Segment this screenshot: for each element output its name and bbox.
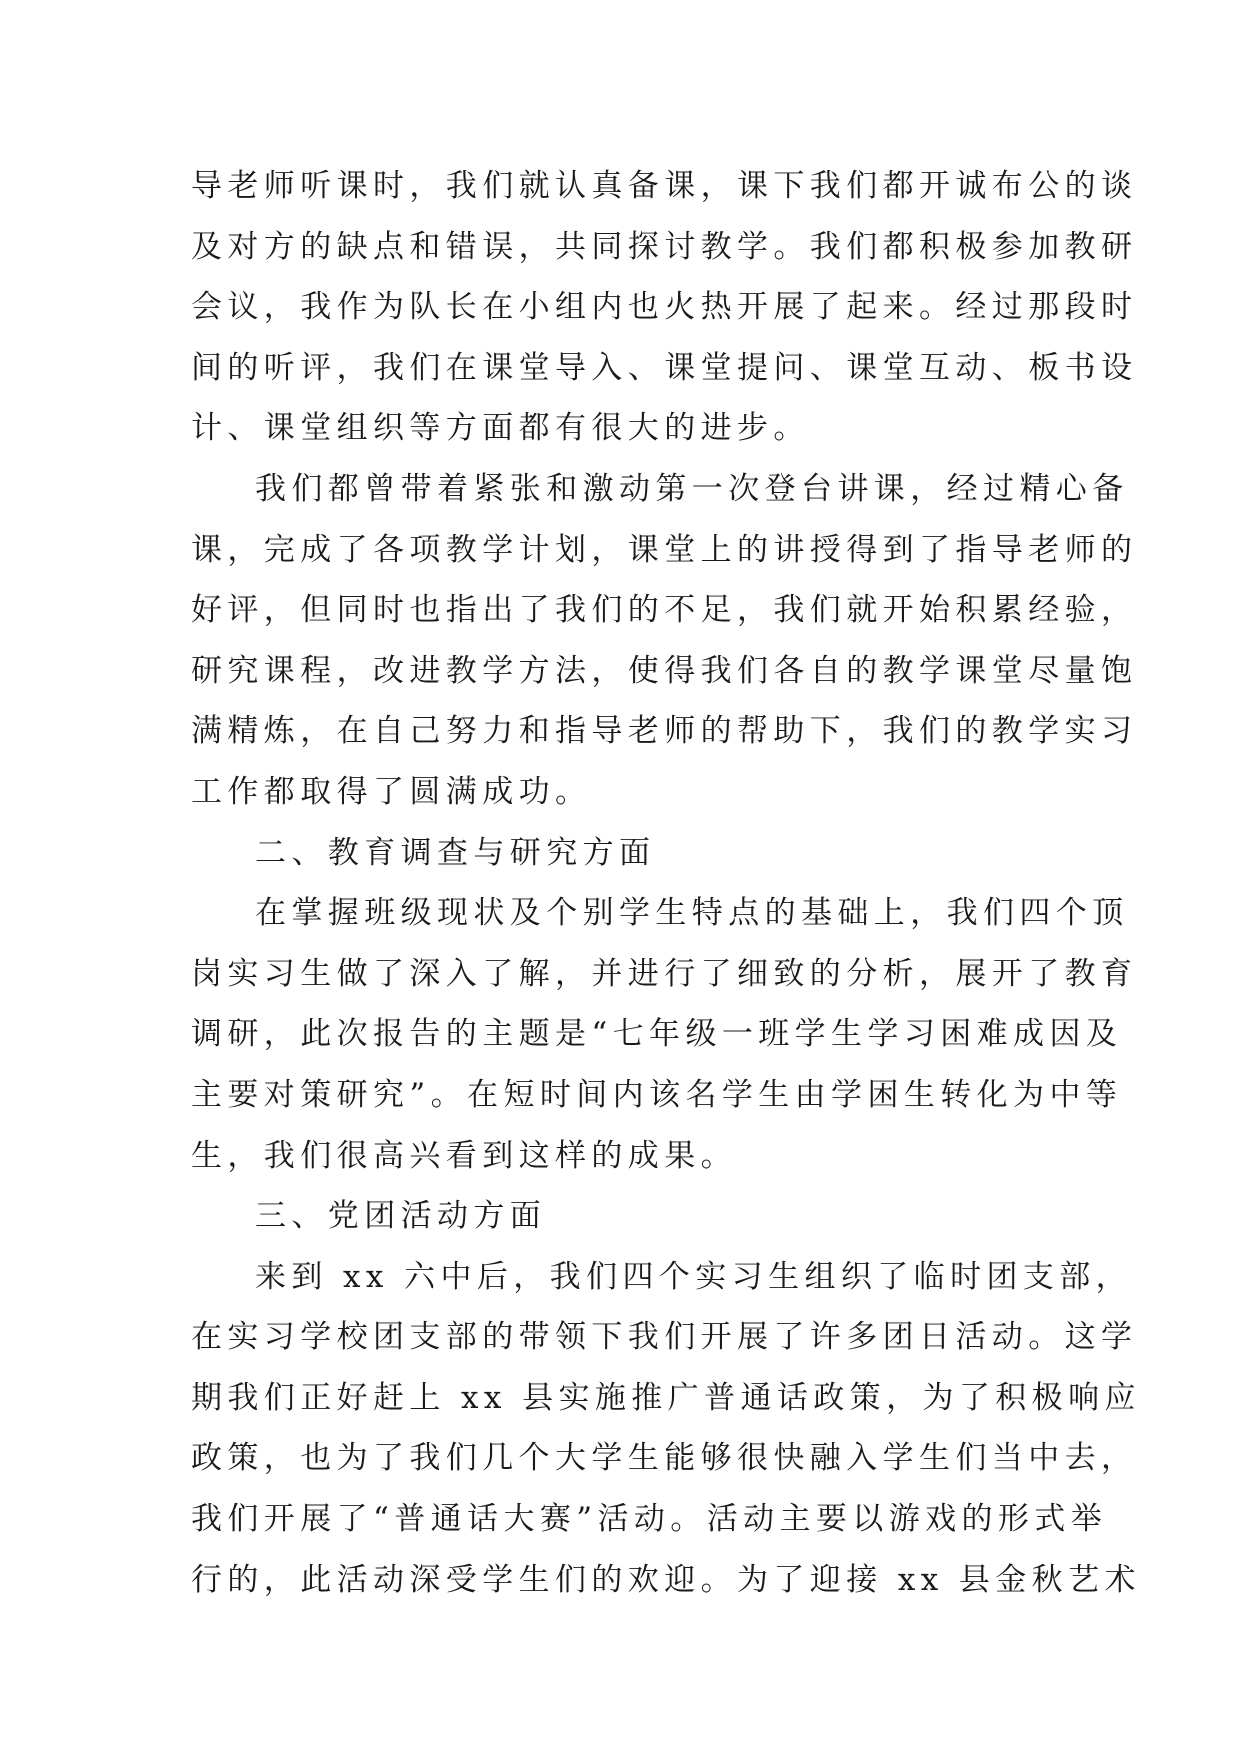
section-heading: 三、党团活动方面 [255,1198,547,1235]
section-heading: 二、教育调查与研究方面 [255,834,656,871]
document-body [191,156,1141,1610]
text-line: 政策，也为了我们几个大学生能够很快融入学生们当中去， [191,1440,1138,1477]
text-line: 行的，此活动深受学生们的欢迎。为了迎接 xx 县金秋艺术 [191,1561,1141,1598]
text-line: 生，我们很高兴看到这样的成果。 [191,1137,737,1174]
paragraph-first-line: 在掌握班级现状及个别学生特点的基础上，我们四个顶 [255,895,1129,932]
text-line: 期我们正好赶上 xx 县实施推广普通话政策，为了积极响应 [191,1379,1141,1416]
paragraph-first-line: 我们都曾带着紧张和激动第一次登台讲课，经过精心备 [255,470,1129,507]
text-line: 在实习学校团支部的带领下我们开展了许多团日活动。这学 [191,1319,1138,1356]
text-line: 岗实习生做了深入了解，并进行了细致的分析，展开了教育 [191,955,1138,992]
text-line: 调研，此次报告的主题是“七年级一班学生学习困难成因及 [191,1016,1123,1053]
text-line: 计、课堂组织等方面都有很大的进步。 [191,410,810,447]
text-line: 我们开展了“普通话大赛”活动。活动主要以游戏的形式举 [191,1501,1108,1538]
text-line: 好评，但同时也指出了我们的不足，我们就开始积累经验， [191,592,1138,629]
text-line: 研究课程，改进教学方法，使得我们各自的教学课堂尽量饱 [191,652,1138,689]
paragraph-first-line: 来到 xx 六中后，我们四个实习生组织了临时团支部， [255,1258,1133,1295]
text-line: 课，完成了各项教学计划，课堂上的讲授得到了指导老师的 [191,531,1138,568]
text-line: 工作都取得了圆满成功。 [191,773,592,810]
text-line: 间的听评，我们在课堂导入、课堂提问、课堂互动、板书设 [191,349,1138,386]
text-line: 及对方的缺点和错误，共同探讨教学。我们都积极参加教研 [191,228,1138,265]
text-line: 会议，我作为队长在小组内也火热开展了起来。经过那段时 [191,289,1138,326]
text-line: 导老师听课时，我们就认真备课，课下我们都开诚布公的谈 [191,168,1138,204]
text-line: 满精炼，在自己努力和指导老师的帮助下，我们的教学实习 [191,713,1138,750]
text-line: 主要对策研究”。在短时间内该名学生由学困生转化为中等 [191,1076,1123,1113]
